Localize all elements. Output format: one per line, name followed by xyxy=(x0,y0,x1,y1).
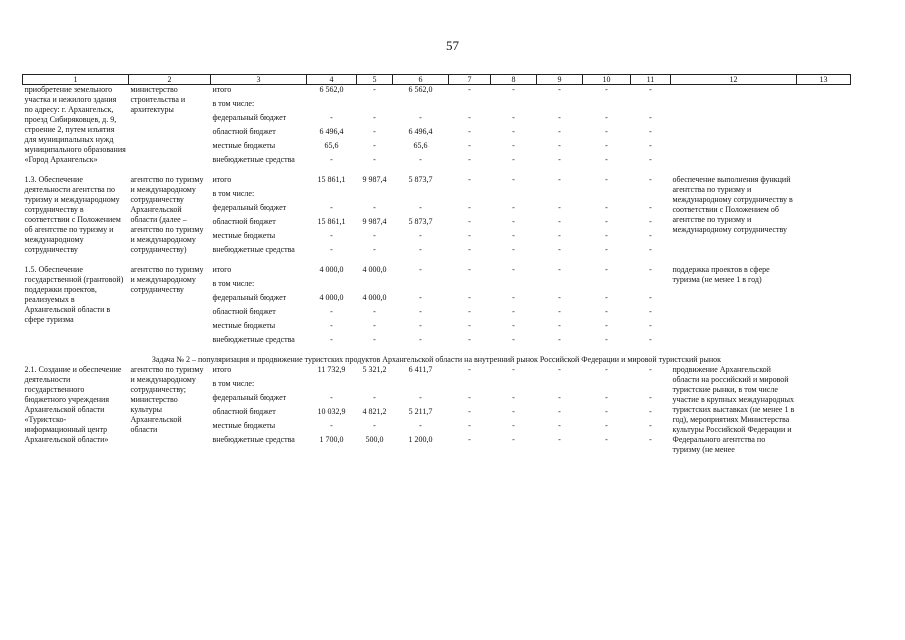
year-value-cell: - xyxy=(419,113,422,122)
year-value-cell: - xyxy=(512,245,515,254)
year-value-cell: - xyxy=(512,393,515,402)
year-value-cell: 500,0 xyxy=(365,435,384,444)
year-value-cell xyxy=(449,99,491,113)
year-value-cell: - xyxy=(373,141,376,150)
year-value-cell: - xyxy=(468,231,471,240)
expected-result-cell: поддержка проектов в сфере туризма (не менее 1 в год) xyxy=(672,265,770,284)
expected-result-cell: обеспечение выполнения функций агентства по туризму и международному сотрудничеству в соответствии с Положением об агентстве по туризму и международному сотрудничеству xyxy=(672,175,793,234)
funding-source-cell: областной бюджет xyxy=(212,127,276,136)
year-value-cell: - xyxy=(649,175,652,184)
year-value-cell: - xyxy=(558,421,561,430)
year-value-cell: - xyxy=(373,393,376,402)
funding-source-cell: федеральный бюджет xyxy=(212,393,287,402)
year-value-cell: 6 562,0 xyxy=(408,85,433,94)
year-value-cell: - xyxy=(512,365,515,374)
year-value-cell xyxy=(583,189,631,203)
total-value-cell: 4 000,0 xyxy=(319,293,344,302)
header-cell: 12 xyxy=(671,75,797,85)
year-value-cell: - xyxy=(605,435,608,444)
year-value-cell xyxy=(393,189,449,203)
year-value-cell: - xyxy=(419,293,422,302)
year-value-cell: 5 211,7 xyxy=(408,407,433,416)
total-value-cell xyxy=(307,189,357,203)
total-value-cell: 15 861,1 xyxy=(317,217,346,226)
year-value-cell xyxy=(449,379,491,393)
year-value-cell: - xyxy=(468,175,471,184)
funding-source-cell: итого xyxy=(212,85,232,94)
year-value-cell: - xyxy=(558,127,561,136)
funding-source-cell: внебюджетные средства xyxy=(212,435,295,444)
total-value-cell: - xyxy=(330,155,333,164)
funding-source-cell: местные бюджеты xyxy=(212,231,276,240)
total-value-cell: 6 496,4 xyxy=(319,127,344,136)
measure-name-cell: приобретение земельного участка и нежилого здания по адресу: г. Архангельск, проезд Сибиряковцев, д. 9, строение 2, путем изъятия для муниципальных нужд муниципального образования «Город Архангельск» xyxy=(24,85,126,164)
header-cell: 2 xyxy=(129,75,211,85)
empty-cell xyxy=(797,265,851,355)
year-value-cell: - xyxy=(558,365,561,374)
total-value-cell: - xyxy=(330,307,333,316)
year-value-cell: - xyxy=(419,393,422,402)
year-value-cell: - xyxy=(512,85,515,94)
year-value-cell xyxy=(491,279,537,293)
funding-source-cell: в том числе: xyxy=(212,379,255,388)
year-value-cell: 1 200,0 xyxy=(408,435,433,444)
empty-cell xyxy=(797,365,851,455)
funding-source-cell: областной бюджет xyxy=(212,217,276,226)
funding-source-cell: в том числе: xyxy=(212,99,255,108)
executor-cell: агентство по туризму и международному сотрудничеству Архангельской области (далее – агентство по туризму и международному сотрудничеству) xyxy=(130,175,204,254)
header-cell: 8 xyxy=(491,75,537,85)
year-value-cell xyxy=(357,99,393,113)
year-value-cell: 5 873,7 xyxy=(408,217,433,226)
year-value-cell xyxy=(491,189,537,203)
funding-source-cell: федеральный бюджет xyxy=(212,203,287,212)
year-value-cell: - xyxy=(468,155,471,164)
total-value-cell: 4 000,0 xyxy=(319,265,344,274)
year-value-cell xyxy=(583,379,631,393)
year-value-cell xyxy=(631,379,671,393)
year-value-cell: - xyxy=(373,231,376,240)
year-value-cell: - xyxy=(512,435,515,444)
total-value-cell: 11 732,9 xyxy=(317,365,346,374)
funding-source-cell: в том числе: xyxy=(212,189,255,198)
year-value-cell: - xyxy=(419,231,422,240)
year-value-cell: - xyxy=(512,141,515,150)
total-value-cell: 65,6 xyxy=(324,141,339,150)
year-value-cell: - xyxy=(468,293,471,302)
year-value-cell xyxy=(537,379,583,393)
year-value-cell: - xyxy=(558,321,561,330)
year-value-cell: 4 821,2 xyxy=(362,407,387,416)
funding-source-cell: внебюджетные средства xyxy=(212,335,295,344)
year-value-cell: - xyxy=(468,365,471,374)
header-cell: 6 xyxy=(393,75,449,85)
funding-source-cell: федеральный бюджет xyxy=(212,293,287,302)
year-value-cell: - xyxy=(373,127,376,136)
header-cell: 7 xyxy=(449,75,491,85)
total-value-cell: 10 032,9 xyxy=(317,407,346,416)
year-value-cell: - xyxy=(558,175,561,184)
year-value-cell: - xyxy=(373,307,376,316)
total-value-cell: - xyxy=(330,231,333,240)
expected-result-cell: продвижение Архангельской области на российский и мировой туристские рынки, в том числе участие в крупных международных туристских выставках (не менее 1 в год), мероприятиях Министерства культуры Российской Федерации и Федерального агентства по туризму (не менее xyxy=(672,365,795,454)
year-value-cell: - xyxy=(373,421,376,430)
year-value-cell: - xyxy=(512,335,515,344)
year-value-cell: 5 321,2 xyxy=(362,365,387,374)
year-value-cell: - xyxy=(373,155,376,164)
measure-name-cell: 1.5. Обеспечение государственной (грантовой) поддержки проектов, реализуемых в Архангельской области в сфере туризма xyxy=(24,265,124,324)
executor-cell: министерство строительства и архитектуры xyxy=(130,85,186,114)
expected-result-cell xyxy=(671,85,797,176)
year-value-cell: - xyxy=(512,231,515,240)
program-table xyxy=(22,74,851,455)
year-value-cell: - xyxy=(468,85,471,94)
task-row xyxy=(23,355,851,365)
year-value-cell: - xyxy=(605,265,608,274)
year-value-cell: - xyxy=(649,265,652,274)
year-value-cell: - xyxy=(468,127,471,136)
executor-cell: агентство по туризму и международному сотрудничеству xyxy=(130,265,204,294)
table-row xyxy=(23,85,851,100)
year-value-cell: - xyxy=(468,113,471,122)
year-value-cell: - xyxy=(512,127,515,136)
year-value-cell xyxy=(537,189,583,203)
year-value-cell: - xyxy=(468,435,471,444)
year-value-cell: - xyxy=(512,155,515,164)
table-row xyxy=(23,265,851,279)
year-value-cell: - xyxy=(649,421,652,430)
year-value-cell: - xyxy=(605,217,608,226)
funding-source-cell: федеральный бюджет xyxy=(212,113,287,122)
year-value-cell: - xyxy=(512,175,515,184)
header-cell: 4 xyxy=(307,75,357,85)
year-value-cell: - xyxy=(512,307,515,316)
year-value-cell: - xyxy=(558,85,561,94)
task-title: Задача № 2 – популяризация и продвижение туристских продуктов Архангельской области на внутренний рынок Российской Федерации и мировой туристский рынок xyxy=(151,355,722,364)
funding-source-cell: местные бюджеты xyxy=(212,421,276,430)
funding-source-cell: в том числе: xyxy=(212,279,255,288)
year-value-cell xyxy=(449,279,491,293)
year-value-cell: - xyxy=(512,113,515,122)
year-value-cell: - xyxy=(649,321,652,330)
year-value-cell: - xyxy=(649,231,652,240)
year-value-cell: - xyxy=(605,335,608,344)
year-value-cell: - xyxy=(373,203,376,212)
funding-source-cell: итого xyxy=(212,365,232,374)
total-value-cell: - xyxy=(330,113,333,122)
year-value-cell: - xyxy=(373,245,376,254)
year-value-cell: - xyxy=(649,307,652,316)
year-value-cell xyxy=(631,189,671,203)
year-value-cell: - xyxy=(558,203,561,212)
total-value-cell xyxy=(307,279,357,293)
year-value-cell: - xyxy=(373,335,376,344)
year-value-cell: - xyxy=(605,421,608,430)
year-value-cell: - xyxy=(512,407,515,416)
year-value-cell: 65,6 xyxy=(413,141,428,150)
year-value-cell: - xyxy=(649,365,652,374)
total-value-cell: - xyxy=(330,321,333,330)
table-body xyxy=(23,75,851,456)
year-value-cell: - xyxy=(558,435,561,444)
executor-cell: агентство по туризму и международному сотрудничеству; министерство культуры Архангельской области xyxy=(130,365,204,434)
year-value-cell: - xyxy=(649,155,652,164)
measure-name-cell: 1.3. Обеспечение деятельности агентства по туризму и международному сотрудничеству в соответствии с Положением об агентстве по туризму и международному сотрудничеству xyxy=(24,175,121,254)
total-value-cell: - xyxy=(330,421,333,430)
total-value-cell: 6 562,0 xyxy=(319,85,344,94)
funding-source-cell: местные бюджеты xyxy=(212,141,276,150)
year-value-cell: - xyxy=(558,335,561,344)
year-value-cell: - xyxy=(558,265,561,274)
year-value-cell: - xyxy=(419,321,422,330)
year-value-cell: - xyxy=(605,127,608,136)
funding-source-cell: итого xyxy=(212,175,232,184)
year-value-cell xyxy=(631,279,671,293)
year-value-cell: - xyxy=(419,245,422,254)
year-value-cell xyxy=(393,379,449,393)
year-value-cell xyxy=(583,279,631,293)
year-value-cell: - xyxy=(605,203,608,212)
year-value-cell: - xyxy=(468,335,471,344)
year-value-cell: - xyxy=(558,141,561,150)
total-value-cell xyxy=(307,379,357,393)
year-value-cell: - xyxy=(558,113,561,122)
year-value-cell: - xyxy=(558,217,561,226)
year-value-cell: - xyxy=(558,293,561,302)
header-cell: 13 xyxy=(797,75,851,85)
year-value-cell xyxy=(537,279,583,293)
year-value-cell: - xyxy=(649,217,652,226)
empty-cell xyxy=(797,175,851,265)
year-value-cell: - xyxy=(512,203,515,212)
year-value-cell xyxy=(393,99,449,113)
total-value-cell: - xyxy=(330,245,333,254)
year-value-cell xyxy=(491,379,537,393)
year-value-cell: - xyxy=(468,421,471,430)
total-value-cell: - xyxy=(330,393,333,402)
year-value-cell: 6 496,4 xyxy=(408,127,433,136)
year-value-cell: - xyxy=(649,435,652,444)
year-value-cell xyxy=(357,279,393,293)
year-value-cell: - xyxy=(419,335,422,344)
total-value-cell xyxy=(307,99,357,113)
year-value-cell: - xyxy=(558,231,561,240)
year-value-cell xyxy=(583,99,631,113)
year-value-cell: - xyxy=(649,85,652,94)
year-value-cell: - xyxy=(373,321,376,330)
year-value-cell: - xyxy=(468,393,471,402)
total-value-cell: 15 861,1 xyxy=(317,175,346,184)
year-value-cell: - xyxy=(419,421,422,430)
year-value-cell: - xyxy=(605,231,608,240)
year-value-cell: - xyxy=(649,203,652,212)
header-cell: 11 xyxy=(631,75,671,85)
year-value-cell xyxy=(357,379,393,393)
year-value-cell: - xyxy=(605,175,608,184)
year-value-cell xyxy=(393,279,449,293)
year-value-cell: - xyxy=(605,307,608,316)
year-value-cell: 4 000,0 xyxy=(362,293,387,302)
year-value-cell: - xyxy=(512,217,515,226)
year-value-cell: - xyxy=(605,407,608,416)
year-value-cell: - xyxy=(419,203,422,212)
year-value-cell: - xyxy=(605,365,608,374)
year-value-cell: - xyxy=(468,265,471,274)
header-cell: 1 xyxy=(23,75,129,85)
year-value-cell xyxy=(449,189,491,203)
year-value-cell: 6 411,7 xyxy=(408,365,433,374)
year-value-cell: - xyxy=(605,155,608,164)
header-cell: 10 xyxy=(583,75,631,85)
page-number: 57 xyxy=(446,38,459,53)
year-value-cell xyxy=(537,99,583,113)
year-value-cell: - xyxy=(605,393,608,402)
header-cell: 9 xyxy=(537,75,583,85)
year-value-cell: - xyxy=(468,203,471,212)
year-value-cell: - xyxy=(605,113,608,122)
year-value-cell: - xyxy=(419,265,422,274)
header-cell: 5 xyxy=(357,75,393,85)
funding-source-cell: областной бюджет xyxy=(212,407,276,416)
year-value-cell: - xyxy=(468,245,471,254)
year-value-cell: - xyxy=(558,407,561,416)
funding-source-cell: итого xyxy=(212,265,232,274)
year-value-cell: - xyxy=(419,155,422,164)
year-value-cell: - xyxy=(373,113,376,122)
year-value-cell: - xyxy=(649,393,652,402)
year-value-cell: - xyxy=(649,127,652,136)
year-value-cell: - xyxy=(605,321,608,330)
year-value-cell: - xyxy=(512,421,515,430)
empty-cell xyxy=(797,85,851,176)
year-value-cell: - xyxy=(649,113,652,122)
table-row xyxy=(23,175,851,189)
year-value-cell: - xyxy=(558,155,561,164)
year-value-cell: 4 000,0 xyxy=(362,265,387,274)
year-value-cell: - xyxy=(649,293,652,302)
year-value-cell: - xyxy=(468,307,471,316)
total-value-cell: - xyxy=(330,335,333,344)
funding-source-cell: местные бюджеты xyxy=(212,321,276,330)
year-value-cell xyxy=(631,99,671,113)
year-value-cell: 9 987,4 xyxy=(362,217,387,226)
year-value-cell: - xyxy=(512,265,515,274)
funding-source-cell: внебюджетные средства xyxy=(212,245,295,254)
table-row xyxy=(23,365,851,379)
year-value-cell: - xyxy=(419,307,422,316)
year-value-cell: - xyxy=(468,141,471,150)
funding-source-cell: областной бюджет xyxy=(212,307,276,316)
year-value-cell: 9 987,4 xyxy=(362,175,387,184)
year-value-cell: - xyxy=(649,335,652,344)
year-value-cell: - xyxy=(468,217,471,226)
total-value-cell: 1 700,0 xyxy=(319,435,344,444)
year-value-cell: - xyxy=(373,85,376,94)
year-value-cell: - xyxy=(512,321,515,330)
year-value-cell: - xyxy=(649,245,652,254)
year-value-cell: - xyxy=(558,393,561,402)
year-value-cell: - xyxy=(649,407,652,416)
year-value-cell: - xyxy=(605,85,608,94)
header-row xyxy=(23,75,851,85)
year-value-cell: - xyxy=(558,307,561,316)
year-value-cell xyxy=(491,99,537,113)
year-value-cell: - xyxy=(468,407,471,416)
total-value-cell: - xyxy=(330,203,333,212)
funding-source-cell: внебюджетные средства xyxy=(212,155,295,164)
year-value-cell: 5 873,7 xyxy=(408,175,433,184)
year-value-cell: - xyxy=(605,245,608,254)
year-value-cell xyxy=(357,189,393,203)
year-value-cell: - xyxy=(649,141,652,150)
year-value-cell: - xyxy=(468,321,471,330)
year-value-cell: - xyxy=(512,293,515,302)
year-value-cell: - xyxy=(605,293,608,302)
measure-name-cell: 2.1. Создание и обеспечение деятельности государственного бюджетного учреждения Архангельской области «Туристско-информационный центр Архангельской области» xyxy=(24,365,122,444)
year-value-cell: - xyxy=(558,245,561,254)
year-value-cell: - xyxy=(605,141,608,150)
header-cell: 3 xyxy=(211,75,307,85)
